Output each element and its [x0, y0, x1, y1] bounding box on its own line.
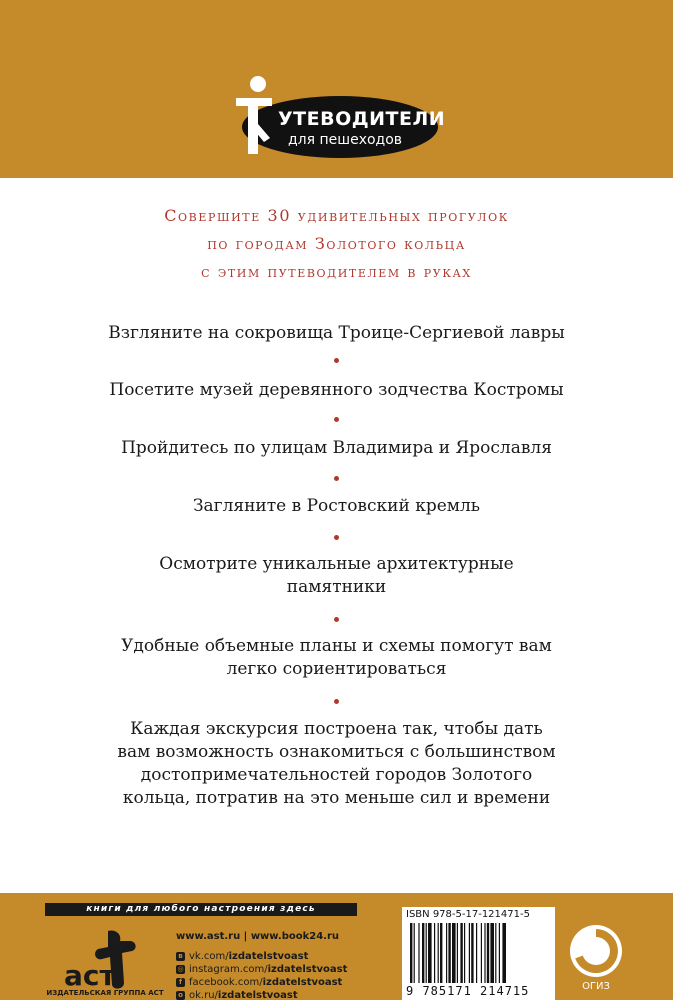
headline-line: с этим путеводителем в руках	[201, 262, 472, 281]
svg-text:аст: аст	[64, 959, 116, 992]
ean-number: 9 785171 214715	[406, 984, 530, 998]
barcode-bar	[502, 923, 506, 983]
feature-item	[30, 635, 643, 681]
headline	[0, 202, 673, 286]
social-link-instagram[interactable]: ◎ instagram.com/izdatelstvoast	[177, 964, 348, 975]
barcode-bar	[481, 923, 482, 983]
barcode-bar	[428, 923, 432, 983]
barcode-bar	[446, 923, 447, 983]
isbn-number: ISBN 978-5-17-121471-5	[406, 909, 530, 920]
feature-line: Осмотрите уникальные архитектурные	[159, 554, 514, 574]
ogiz-logo-icon	[565, 923, 627, 985]
barcode-bar	[464, 923, 465, 983]
feature-line: Пройдитесь по улицам Владимира и Ярославля	[121, 438, 552, 458]
barcode-bar	[418, 923, 419, 983]
feature-line: кольца, потратив на это меньше сил и времени	[122, 788, 551, 808]
publisher-tagline: книги для любого настроения здесь	[45, 903, 357, 916]
facebook-icon: f	[176, 978, 185, 987]
bullet-dot	[334, 358, 339, 363]
feature-line: Каждая экскурсия построена так, чтобы дать	[130, 719, 543, 739]
barcode-bar	[410, 923, 412, 983]
barcode-bar	[448, 923, 450, 983]
barcode-bar	[490, 923, 494, 983]
barcode-bar	[426, 923, 427, 983]
publisher-links	[176, 931, 347, 1000]
headline-line: Совершите 30 удивительных прогулок	[164, 206, 509, 225]
ast-logo-icon	[60, 927, 150, 995]
barcode-bar	[471, 923, 473, 983]
feature-line: Загляните в Ростовский кремль	[192, 496, 481, 516]
feature-line: Удобные объемные планы и схемы помогут вам	[121, 636, 552, 656]
series-logo-subtitle: для пешеходов	[288, 132, 403, 148]
publisher-label: ИЗДАТЕЛЬСКАЯ ГРУППА АСТ	[46, 989, 164, 997]
feature-item	[30, 437, 643, 460]
walking-person-icon	[228, 74, 276, 164]
feature-item	[30, 379, 643, 402]
social-link-vk[interactable]: в vk.com/izdatelstvoast	[176, 950, 347, 963]
publisher-websites[interactable]: www.ast.ru | www.book24.ru	[176, 931, 340, 942]
barcode-bar	[422, 923, 424, 983]
barcode-graphic	[408, 923, 548, 983]
bullet-dot	[334, 617, 339, 622]
feature-line: памятники	[286, 577, 387, 597]
barcode-bar	[457, 923, 458, 983]
footer-band	[0, 893, 673, 1000]
barcode-bar	[414, 923, 415, 983]
social-link-ok[interactable]: о ok.ru/izdatelstvoast	[176, 989, 347, 1000]
instagram-icon: ◎	[177, 965, 184, 973]
feature-item	[30, 322, 643, 345]
feature-line: вам возможность ознакомиться с большинством	[117, 742, 556, 762]
imprint-label: ОГИЗ	[582, 981, 610, 992]
headline-line: по городам Золотого кольца	[207, 234, 466, 253]
bullet-dot	[334, 476, 339, 481]
vk-icon: в	[176, 952, 185, 961]
feature-item	[30, 495, 643, 518]
feature-line: достопримечательностей городов Золотого	[140, 765, 533, 785]
feature-item	[30, 553, 643, 599]
barcode-bar	[499, 923, 500, 983]
series-logo-title: УТЕВОДИТЕЛИ	[278, 108, 446, 130]
barcode-bar	[440, 923, 442, 983]
barcode-bar	[460, 923, 462, 983]
feature-line: легко сориентироваться	[226, 659, 447, 679]
ok-icon: о	[176, 991, 185, 1000]
social-link-facebook[interactable]: f facebook.com/izdatelstvoast	[176, 976, 347, 989]
barcode-bar	[452, 923, 456, 983]
bullet-dot	[334, 417, 339, 422]
barcode-area	[402, 907, 555, 1000]
feature-line: Посетите музей деревянного зодчества Костромы	[109, 380, 564, 400]
barcode-bar	[476, 923, 477, 983]
barcode-bar	[495, 923, 496, 983]
bullet-dot	[334, 699, 339, 704]
barcode-bar	[434, 923, 435, 983]
barcode-bar	[487, 923, 489, 983]
barcode-bar	[469, 923, 470, 983]
feature-item	[30, 718, 643, 810]
feature-line: Взгляните на сокровища Троице-Сергиевой лавры	[108, 323, 565, 343]
barcode-bar	[438, 923, 439, 983]
barcode-bar	[484, 923, 485, 983]
series-logo	[242, 96, 446, 158]
bullet-dot	[334, 535, 339, 540]
